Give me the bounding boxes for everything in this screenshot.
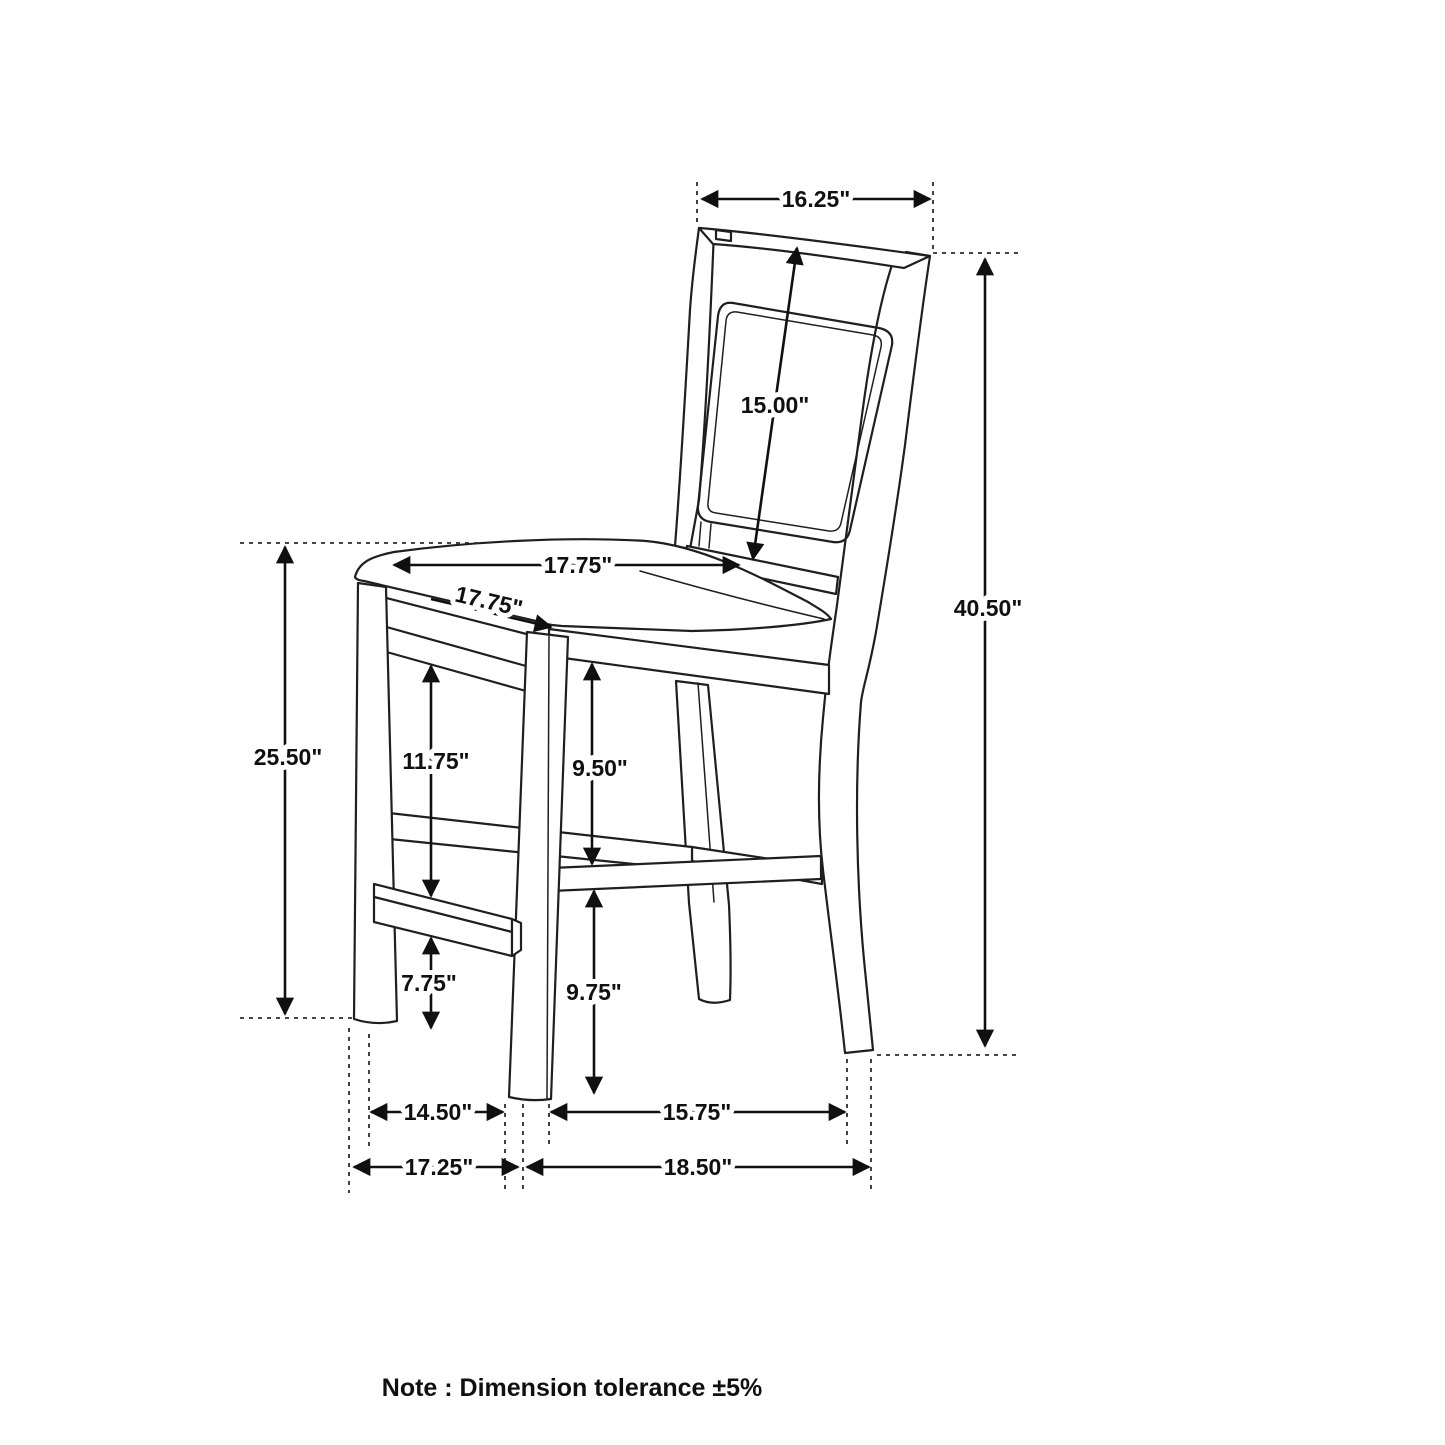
- back-left-leg: [676, 681, 731, 1003]
- dim-base-depth: [527, 1154, 869, 1180]
- dim-seat-width-label: 17.75": [543, 552, 613, 578]
- dim-front-apron-to-stretcher: [402, 666, 469, 896]
- dim-side-stretcher-to-floor-label: 9.75": [566, 979, 622, 1005]
- dim-overall-height-label: 40.50": [953, 595, 1023, 621]
- dim-side-apron-to-stretcher-label: 9.50": [572, 755, 628, 781]
- dim-side-leg-span-label: 15.75": [662, 1099, 732, 1125]
- front-apron: [383, 626, 526, 691]
- dim-front-leg-span: [371, 1099, 503, 1125]
- front-stretcher-end: [512, 919, 521, 956]
- tolerance-note: Note : Dimension tolerance ±5%: [381, 1374, 763, 1402]
- front-right-leg: [509, 632, 568, 1100]
- dim-back-panel-height: [741, 248, 809, 559]
- dim-side-leg-span: [551, 1099, 845, 1125]
- dim-side-stretcher-to-floor: [566, 891, 622, 1093]
- dim-front-leg-span-label: 14.50": [403, 1099, 473, 1125]
- dim-base-depth-label: 18.50": [663, 1154, 733, 1180]
- dim-front-stretcher-to-floor-label: 7.75": [401, 970, 457, 996]
- back-right-stile-and-leg: [819, 252, 930, 1053]
- back-panel-connector: [699, 522, 711, 548]
- dim-base-width: [354, 1154, 518, 1180]
- dim-base-width-label: 17.25": [404, 1154, 474, 1180]
- dim-back-width-label: 16.25": [781, 186, 851, 212]
- back-top-rail: [699, 228, 930, 268]
- dim-front-stretcher-to-floor: [401, 938, 457, 1028]
- dim-seat-depth-label: 17.75": [452, 580, 526, 622]
- dim-overall-height: [954, 259, 1022, 1046]
- dim-seat-height: [254, 547, 322, 1014]
- dim-back-width: [702, 186, 930, 212]
- dim-seat-height-label: 25.50": [253, 744, 323, 770]
- dim-back-panel-height-label: 15.00": [740, 392, 810, 418]
- dim-front-apron-to-stretcher-label: 11.75": [402, 748, 470, 774]
